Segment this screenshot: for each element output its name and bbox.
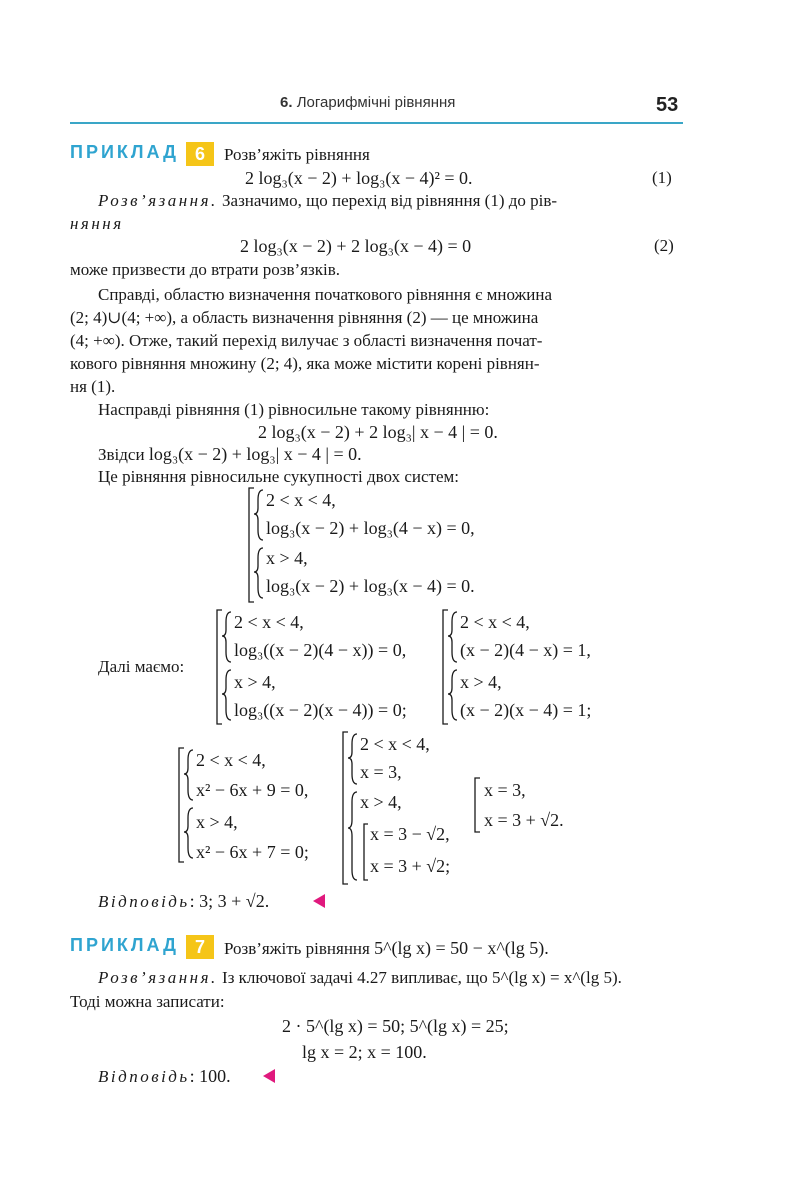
- solution-label: Розв’язання.: [98, 968, 218, 987]
- paragraph-5: Це рівняння рівносильне сукупності двох систем:: [98, 467, 459, 486]
- paragraph-3: Насправді рівняння (1) рівносильне такому рівнянню:: [98, 400, 490, 419]
- system-2b-line-3: x > 4,: [460, 672, 502, 692]
- page-number: 53: [656, 94, 679, 116]
- solution-line-1: [98, 189, 557, 213]
- example-label: ПРИКЛАД: [70, 142, 179, 162]
- system-2a-line-1: 2 < x < 4,: [234, 612, 304, 632]
- paragraph-1: може призвести до втрати розв’язків.: [70, 260, 340, 279]
- system-3c-line-1: x = 3,: [484, 780, 526, 800]
- end-marker-icon: [262, 1068, 276, 1084]
- system-1-line-3: x > 4,: [266, 548, 308, 568]
- solution-line-2: няння: [70, 214, 124, 233]
- system-2b-brackets: [440, 608, 460, 726]
- paragraph-2-line-1: Справді, областю визначення початкового рівняння є множина: [98, 285, 553, 304]
- system-2a-line-2: log₃((x − 2)(4 − x)) = 0,: [234, 640, 407, 660]
- example-task: [224, 936, 549, 961]
- system-3b-line-4: x = 3 − √2,: [370, 824, 450, 844]
- system-3a-brackets: [176, 746, 196, 864]
- section-number: 6.: [280, 94, 293, 111]
- solution-7-text: Із ключової задачі 4.27 випливає, що 5^(lg x) = x^(lg 5).: [222, 968, 622, 987]
- running-header: [280, 94, 455, 111]
- answer-value: : 100.: [189, 1066, 231, 1086]
- answer-value: : 3; 3 + √2.: [189, 891, 270, 911]
- equation-2: 2 log₃(x − 2) + 2 log₃(x − 4) = 0: [240, 236, 472, 256]
- system-3a-line-4: x² − 6x + 7 = 0;: [196, 842, 309, 862]
- system-3b-line-3: x > 4,: [360, 792, 402, 812]
- system-1-line-4: log₃(x − 2) + log₃(x − 4) = 0.: [266, 576, 475, 596]
- paragraph-2-line-4: кового рівняння множину (2; 4), яка може містити корені рівнян-: [70, 354, 540, 373]
- equation-4: log₃(x − 2) + log₃| x − 4 | = 0.: [148, 444, 362, 464]
- answer-label: Відповідь: [98, 1067, 190, 1086]
- example-task-equation: 5^(lg x) = 50 − x^(lg 5).: [374, 938, 549, 958]
- system-1-line-1: 2 < x < 4,: [266, 490, 336, 510]
- paragraph-4-prefix: Звідси: [98, 445, 145, 464]
- equation-7-1: 2 · 5^(lg x) = 50; 5^(lg x) = 25;: [282, 1016, 509, 1036]
- system-3b-line-5: x = 3 + √2;: [370, 856, 451, 876]
- paragraph-2-line-2: (2; 4)∪(4; +∞), а область визначення рівняння (2) — це множина: [70, 308, 539, 327]
- end-marker-icon: [312, 893, 326, 909]
- equation-2-tag: (2): [654, 236, 674, 255]
- system-3c-line-2: x = 3 + √2.: [484, 810, 564, 830]
- system-3a-line-1: 2 < x < 4,: [196, 750, 266, 770]
- equation-1-tag: (1): [652, 168, 672, 187]
- system-1-line-2: log₃(x − 2) + log₃(4 − x) = 0,: [266, 518, 475, 538]
- system-2a-line-4: log₃((x − 2)(x − 4)) = 0;: [234, 700, 407, 720]
- next-label: Далі маємо:: [98, 657, 185, 676]
- system-3b-line-2: x = 3,: [360, 762, 402, 782]
- example-label: ПРИКЛАД: [70, 935, 179, 955]
- paragraph-2-line-3: (4; +∞). Отже, такий перехід вилучає з області визначення почат-: [70, 331, 543, 350]
- header-rule: [70, 122, 683, 124]
- example-number-badge: 6: [186, 142, 214, 166]
- solution-text: Зазначимо, що перехід від рівняння (1) до рів-: [222, 191, 558, 210]
- answer-label: Відповідь: [98, 892, 190, 911]
- example-task-text: Розв’яжіть рівняння: [224, 939, 370, 958]
- system-3a-line-2: x² − 6x + 9 = 0,: [196, 780, 309, 800]
- equation-1: 2 log₃(x − 2) + log₃(x − 4)² = 0.: [245, 168, 473, 188]
- paragraph-4: [98, 442, 362, 467]
- answer-6: [98, 889, 269, 914]
- answer-7: [98, 1064, 231, 1089]
- section-title: Логарифмічні рівняння: [296, 94, 456, 111]
- system-2b-line-2: (x − 2)(4 − x) = 1,: [460, 640, 591, 660]
- system-2a-brackets: [214, 608, 234, 726]
- system-3a-line-3: x > 4,: [196, 812, 238, 832]
- system-2a-line-3: x > 4,: [234, 672, 276, 692]
- system-3b-line-1: 2 < x < 4,: [360, 734, 430, 754]
- system-1-brackets: [246, 486, 266, 604]
- system-2b-line-1: 2 < x < 4,: [460, 612, 530, 632]
- solution-7-line-1: [98, 966, 622, 990]
- example-number-badge: 7: [186, 935, 214, 959]
- solution-label: Розв’язання.: [98, 191, 218, 210]
- equation-7-2: lg x = 2; x = 100.: [302, 1042, 427, 1062]
- equation-3: 2 log₃(x − 2) + 2 log₃| x − 4 | = 0.: [258, 422, 498, 442]
- system-3c-bracket: [472, 776, 484, 834]
- paragraph-2-line-5: ня (1).: [70, 377, 116, 396]
- solution-7-line-2: Тоді можна записати:: [70, 992, 225, 1011]
- example-task: Розв’яжіть рівняння: [224, 145, 370, 164]
- system-2b-line-4: (x − 2)(x − 4) = 1;: [460, 700, 592, 720]
